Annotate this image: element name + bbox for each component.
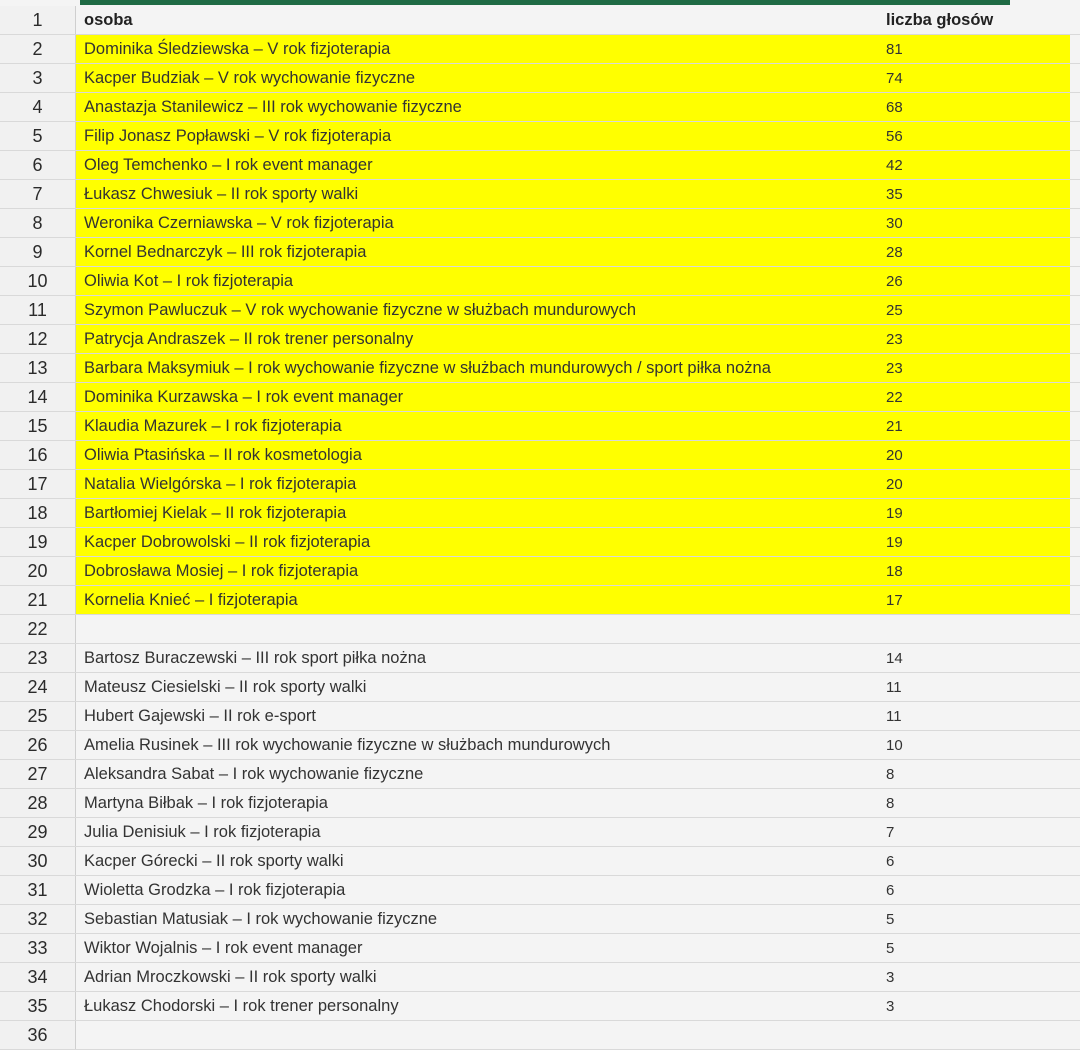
cell-osoba[interactable]: Łukasz Chwesiuk – II rok sporty walki <box>76 180 876 208</box>
row-number[interactable]: 1 <box>0 6 76 34</box>
table-row <box>0 876 1080 905</box>
row-number[interactable]: 28 <box>0 789 76 817</box>
row-number[interactable]: 36 <box>0 1021 76 1049</box>
cell-osoba[interactable]: Adrian Mroczkowski – II rok sporty walki <box>84 967 377 986</box>
cell-liczba-glosow[interactable]: 6 <box>886 852 895 870</box>
table-row <box>0 296 1080 325</box>
cell-osoba[interactable]: Filip Jonasz Popławski – V rok fizjoterapia <box>76 122 876 150</box>
cell-osoba[interactable]: Aleksandra Sabat – I rok wychowanie fizyczne <box>84 764 424 783</box>
cell-osoba[interactable]: Sebastian Matusiak – I rok wychowanie fizyczne <box>84 909 438 928</box>
header-cell-liczba-glosow[interactable]: liczba głosów <box>886 10 994 29</box>
cell-liczba-glosow[interactable]: 7 <box>886 823 895 841</box>
table-row <box>0 180 1080 209</box>
table-row <box>0 354 1080 383</box>
cell-liczba-glosow[interactable]: 42 <box>876 151 1070 179</box>
cell-osoba[interactable]: Bartłomiej Kielak – II rok fizjoterapia <box>76 499 876 527</box>
row-number[interactable]: 29 <box>0 818 76 846</box>
table-row <box>0 760 1080 789</box>
cell-liczba-glosow[interactable]: 20 <box>876 470 1070 498</box>
cell-osoba[interactable]: Barbara Maksymiuk – I rok wychowanie fizyczne w służbach mundurowych / sport piłka nożna <box>76 354 876 382</box>
table-row <box>0 151 1080 180</box>
cell-liczba-glosow[interactable]: 10 <box>886 736 903 754</box>
row-number[interactable]: 27 <box>0 760 76 788</box>
row-number[interactable]: 17 <box>0 470 76 498</box>
table-row <box>0 528 1080 557</box>
row-number[interactable]: 10 <box>0 267 76 295</box>
cell-liczba-glosow[interactable]: 35 <box>876 180 1070 208</box>
row-number[interactable]: 22 <box>0 615 76 643</box>
cell-liczba-glosow[interactable] <box>876 615 1070 643</box>
table-row <box>0 1021 1080 1050</box>
cell-osoba[interactable]: Dominika Kurzawska – I rok event manager <box>76 383 876 411</box>
cell-osoba[interactable]: Mateusz Ciesielski – II rok sporty walki <box>84 677 367 696</box>
cell-liczba-glosow[interactable]: 28 <box>876 238 1070 266</box>
row-number[interactable]: 15 <box>0 412 76 440</box>
cell-osoba[interactable]: Łukasz Chodorski – I rok trener personalny <box>84 996 399 1015</box>
row-number[interactable]: 32 <box>0 905 76 933</box>
table-row <box>0 209 1080 238</box>
cell-osoba[interactable]: Dominika Śledziewska – V rok fizjoterapia <box>76 35 876 63</box>
cell-liczba-glosow[interactable]: 26 <box>876 267 1070 295</box>
cell-liczba-glosow[interactable]: 19 <box>876 499 1070 527</box>
cell-osoba[interactable]: Martyna Biłbak – I rok fizjoterapia <box>84 793 328 812</box>
cell-liczba-glosow[interactable] <box>876 1021 1070 1049</box>
table-row <box>0 383 1080 412</box>
cell-liczba-glosow[interactable]: 8 <box>886 765 895 783</box>
cell-osoba[interactable]: Kacper Dobrowolski – II rok fizjoterapia <box>76 528 876 556</box>
row-number[interactable]: 8 <box>0 209 76 237</box>
cell-osoba[interactable] <box>76 1021 876 1049</box>
header-cell-osoba[interactable]: osoba <box>84 10 133 29</box>
cell-liczba-glosow[interactable]: 56 <box>876 122 1070 150</box>
selection-accent-bar <box>80 0 1010 5</box>
table-row <box>0 499 1080 528</box>
cell-liczba-glosow[interactable]: 6 <box>886 881 895 899</box>
row-number[interactable]: 23 <box>0 644 76 672</box>
cell-osoba[interactable]: Amelia Rusinek – III rok wychowanie fizyczne w służbach mundurowych <box>84 735 611 754</box>
row-number[interactable]: 25 <box>0 702 76 730</box>
cell-liczba-glosow[interactable]: 11 <box>886 678 902 696</box>
row-number[interactable]: 7 <box>0 180 76 208</box>
row-number[interactable]: 3 <box>0 64 76 92</box>
cell-liczba-glosow[interactable]: 3 <box>886 997 895 1015</box>
data-rows <box>0 35 1080 1050</box>
cell-osoba[interactable]: Patrycja Andraszek – II rok trener personalny <box>76 325 876 353</box>
cell-osoba[interactable]: Kornelia Knieć – I fizjoterapia <box>76 586 876 614</box>
cell-liczba-glosow[interactable]: 19 <box>876 528 1070 556</box>
row-number[interactable]: 14 <box>0 383 76 411</box>
row-number[interactable]: 2 <box>0 35 76 63</box>
table-row <box>0 731 1080 760</box>
cell-liczba-glosow[interactable]: 21 <box>876 412 1070 440</box>
header-row <box>0 6 1080 35</box>
table-row <box>0 441 1080 470</box>
row-number[interactable]: 9 <box>0 238 76 266</box>
table-row <box>0 963 1080 992</box>
cell-liczba-glosow[interactable]: 23 <box>876 354 1070 382</box>
cell-liczba-glosow[interactable]: 3 <box>886 968 895 986</box>
table-row <box>0 557 1080 586</box>
cell-osoba[interactable]: Julia Denisiuk – I rok fizjoterapia <box>84 822 321 841</box>
cell-liczba-glosow[interactable]: 22 <box>876 383 1070 411</box>
cell-liczba-glosow[interactable]: 81 <box>876 35 1070 63</box>
table-row <box>0 412 1080 441</box>
table-row <box>0 615 1080 644</box>
cell-osoba[interactable]: Oliwia Kot – I rok fizjoterapia <box>76 267 876 295</box>
table-row <box>0 644 1080 673</box>
cell-osoba[interactable]: Kacper Górecki – II rok sporty walki <box>84 851 344 870</box>
cell-liczba-glosow[interactable]: 11 <box>886 707 902 725</box>
cell-osoba[interactable]: Natalia Wielgórska – I rok fizjoterapia <box>76 470 876 498</box>
table-row <box>0 905 1080 934</box>
cell-liczba-glosow[interactable]: 30 <box>876 209 1070 237</box>
row-number[interactable]: 24 <box>0 673 76 701</box>
cell-liczba-glosow[interactable]: 74 <box>876 64 1070 92</box>
table-row <box>0 238 1080 267</box>
cell-osoba[interactable]: Dobrosława Mosiej – I rok fizjoterapia <box>76 557 876 585</box>
row-number[interactable]: 13 <box>0 354 76 382</box>
table-row <box>0 35 1080 64</box>
cell-osoba[interactable]: Hubert Gajewski – II rok e-sport <box>84 706 316 725</box>
cell-osoba[interactable] <box>76 615 876 643</box>
cell-liczba-glosow[interactable]: 23 <box>876 325 1070 353</box>
row-number[interactable]: 11 <box>0 296 76 324</box>
cell-osoba[interactable]: Kornel Bednarczyk – III rok fizjoterapia <box>76 238 876 266</box>
table-row <box>0 818 1080 847</box>
table-row <box>0 789 1080 818</box>
table-row <box>0 847 1080 876</box>
table-row <box>0 122 1080 151</box>
row-number[interactable]: 18 <box>0 499 76 527</box>
table-row <box>0 325 1080 354</box>
row-number[interactable]: 4 <box>0 93 76 121</box>
row-number[interactable]: 16 <box>0 441 76 469</box>
cell-liczba-glosow[interactable]: 20 <box>876 441 1070 469</box>
table-row <box>0 992 1080 1021</box>
cell-liczba-glosow[interactable]: 5 <box>886 939 895 957</box>
cell-osoba[interactable]: Bartosz Buraczewski – III rok sport piłka nożna <box>84 648 427 667</box>
row-number[interactable]: 35 <box>0 992 76 1020</box>
table-row <box>0 586 1080 615</box>
cell-osoba[interactable]: Szymon Pawluczuk – V rok wychowanie fizyczne w służbach mundurowych <box>76 296 876 324</box>
cell-osoba[interactable]: Klaudia Mazurek – I rok fizjoterapia <box>76 412 876 440</box>
row-number[interactable]: 5 <box>0 122 76 150</box>
cell-liczba-glosow[interactable]: 18 <box>876 557 1070 585</box>
cell-liczba-glosow[interactable]: 8 <box>886 794 895 812</box>
table-row <box>0 702 1080 731</box>
row-number[interactable]: 19 <box>0 528 76 556</box>
row-number[interactable]: 31 <box>0 876 76 904</box>
cell-osoba[interactable]: Oleg Temchenko – I rok event manager <box>76 151 876 179</box>
cell-osoba[interactable]: Kacper Budziak – V rok wychowanie fizyczne <box>76 64 876 92</box>
row-number[interactable]: 20 <box>0 557 76 585</box>
cell-liczba-glosow[interactable]: 25 <box>876 296 1070 324</box>
cell-osoba[interactable]: Wioletta Grodzka – I rok fizjoterapia <box>84 880 346 899</box>
row-number[interactable]: 6 <box>0 151 76 179</box>
sheet-grid <box>0 6 1080 1050</box>
row-number[interactable]: 21 <box>0 586 76 614</box>
cell-liczba-glosow[interactable]: 68 <box>876 93 1070 121</box>
cell-osoba[interactable]: Weronika Czerniawska – V rok fizjoterapia <box>76 209 876 237</box>
cell-liczba-glosow[interactable]: 17 <box>876 586 1070 614</box>
table-row <box>0 673 1080 702</box>
table-row <box>0 267 1080 296</box>
table-row <box>0 470 1080 499</box>
table-row <box>0 934 1080 963</box>
row-number[interactable]: 12 <box>0 325 76 353</box>
row-number[interactable]: 26 <box>0 731 76 759</box>
cell-osoba[interactable]: Anastazja Stanilewicz – III rok wychowanie fizyczne <box>76 93 876 121</box>
row-number[interactable]: 30 <box>0 847 76 875</box>
table-row <box>0 93 1080 122</box>
cell-osoba[interactable]: Oliwia Ptasińska – II rok kosmetologia <box>76 441 876 469</box>
table-row <box>0 64 1080 93</box>
row-number[interactable]: 33 <box>0 934 76 962</box>
cell-liczba-glosow[interactable]: 5 <box>886 910 895 928</box>
cell-osoba[interactable]: Wiktor Wojalnis – I rok event manager <box>84 938 363 957</box>
row-number[interactable]: 34 <box>0 963 76 991</box>
cell-liczba-glosow[interactable]: 14 <box>886 649 903 667</box>
